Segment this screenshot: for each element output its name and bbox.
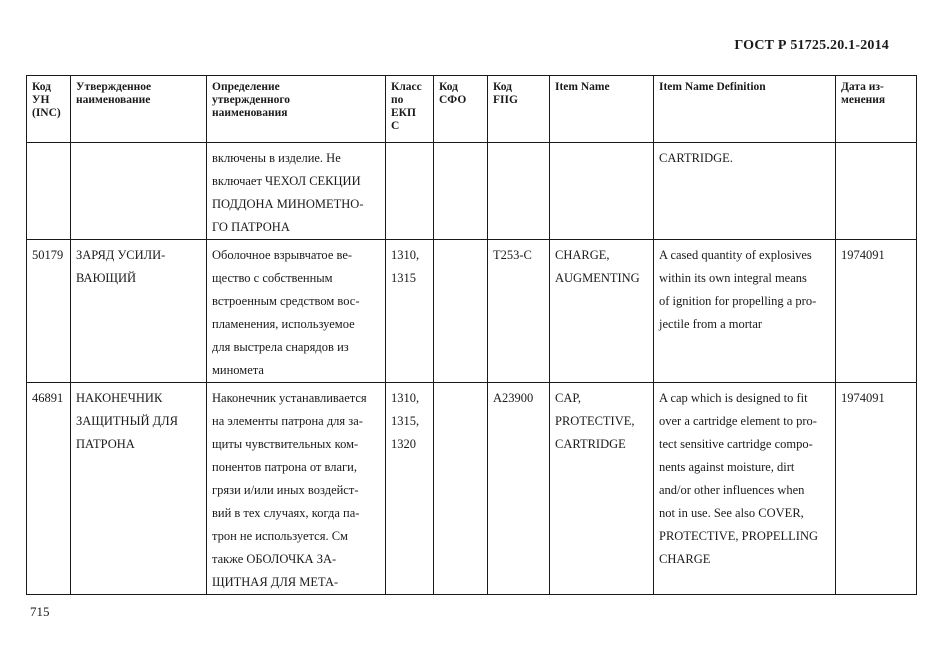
- table-row: [27, 240, 917, 383]
- standard-code: ГОСТ Р 51725.20.1-2014: [734, 38, 889, 53]
- cell-definition: включены в изделие. Не включает ЧЕХОЛ СЕКЦИИ ПОДДОНА МИНОМЕТНО- ГО ПАТРОНА: [207, 143, 386, 240]
- cell-item-name: [550, 143, 654, 240]
- col-header-inc: Код УН (INC): [27, 76, 71, 143]
- cell-change-date: [836, 143, 917, 240]
- cell-inc: 50179: [27, 240, 71, 383]
- cell-sfo: [434, 240, 488, 383]
- cell-class: [386, 143, 434, 240]
- cell-class: 1310, 1315: [386, 240, 434, 383]
- col-header-fiig: Код FIIG: [488, 76, 550, 143]
- cell-approved-name: ЗАРЯД УСИЛИ- ВАЮЩИЙ: [71, 240, 207, 383]
- cell-class: 1310, 1315, 1320: [386, 383, 434, 595]
- cell-sfo: [434, 143, 488, 240]
- cell-item-definition: A cased quantity of explosives within its own integral means of ignition for propelling a pro- jectile from a mortar: [654, 240, 836, 383]
- col-header-definition: Определение утвержденного наименования: [207, 76, 386, 143]
- page-number: 715: [30, 604, 50, 619]
- cell-definition: Наконечник устанавливается на элементы патрона для за- щиты чувствительных ком- понентов патрона от влаги, грязи и/или иных воздейст- вий в тех случаях, когда па- трон не используется. См также ОБОЛОЧКА ЗА- ЩИТНАЯ ДЛЯ МЕТА-: [207, 383, 386, 595]
- cell-sfo: [434, 383, 488, 595]
- cell-definition: Оболочное взрывчатое ве- щество с собственным встроенным средством вос- пламенения, используемое для выстрела снарядов из миномета: [207, 240, 386, 383]
- cell-item-definition: CARTRIDGE.: [654, 143, 836, 240]
- col-header-change-date: Дата из- менения: [836, 76, 917, 143]
- col-header-item-name-definition: Item Name Definition: [654, 76, 836, 143]
- cell-approved-name: [71, 143, 207, 240]
- col-header-sfo: Код СФО: [434, 76, 488, 143]
- table-row: [27, 143, 917, 240]
- cell-change-date: 1974091: [836, 383, 917, 595]
- cell-fiig: [488, 143, 550, 240]
- cell-fiig: A23900: [488, 383, 550, 595]
- cell-item-definition: A cap which is designed to fit over a cartridge element to pro- tect sensitive cartridge compo- nents against moisture, dirt and/or other influences when not in use. See also COVER, PROTECTIVE, PROPELLING CHARGE: [654, 383, 836, 595]
- cell-approved-name: НАКОНЕЧНИК ЗАЩИТНЫЙ ДЛЯ ПАТРОНА: [71, 383, 207, 595]
- cell-inc: [27, 143, 71, 240]
- cell-item-name: CAP, PROTECTIVE, CARTRIDGE: [550, 383, 654, 595]
- col-header-approved-name: Утвержденное наименование: [71, 76, 207, 143]
- col-header-class: Класс по ЕКП С: [386, 76, 434, 143]
- table-row: [27, 383, 917, 595]
- catalog-table: [26, 75, 917, 595]
- table-header-row: [27, 76, 917, 143]
- cell-change-date: 1974091: [836, 240, 917, 383]
- cell-item-name: CHARGE, AUGMENTING: [550, 240, 654, 383]
- col-header-item-name: Item Name: [550, 76, 654, 143]
- cell-fiig: T253-C: [488, 240, 550, 383]
- cell-inc: 46891: [27, 383, 71, 595]
